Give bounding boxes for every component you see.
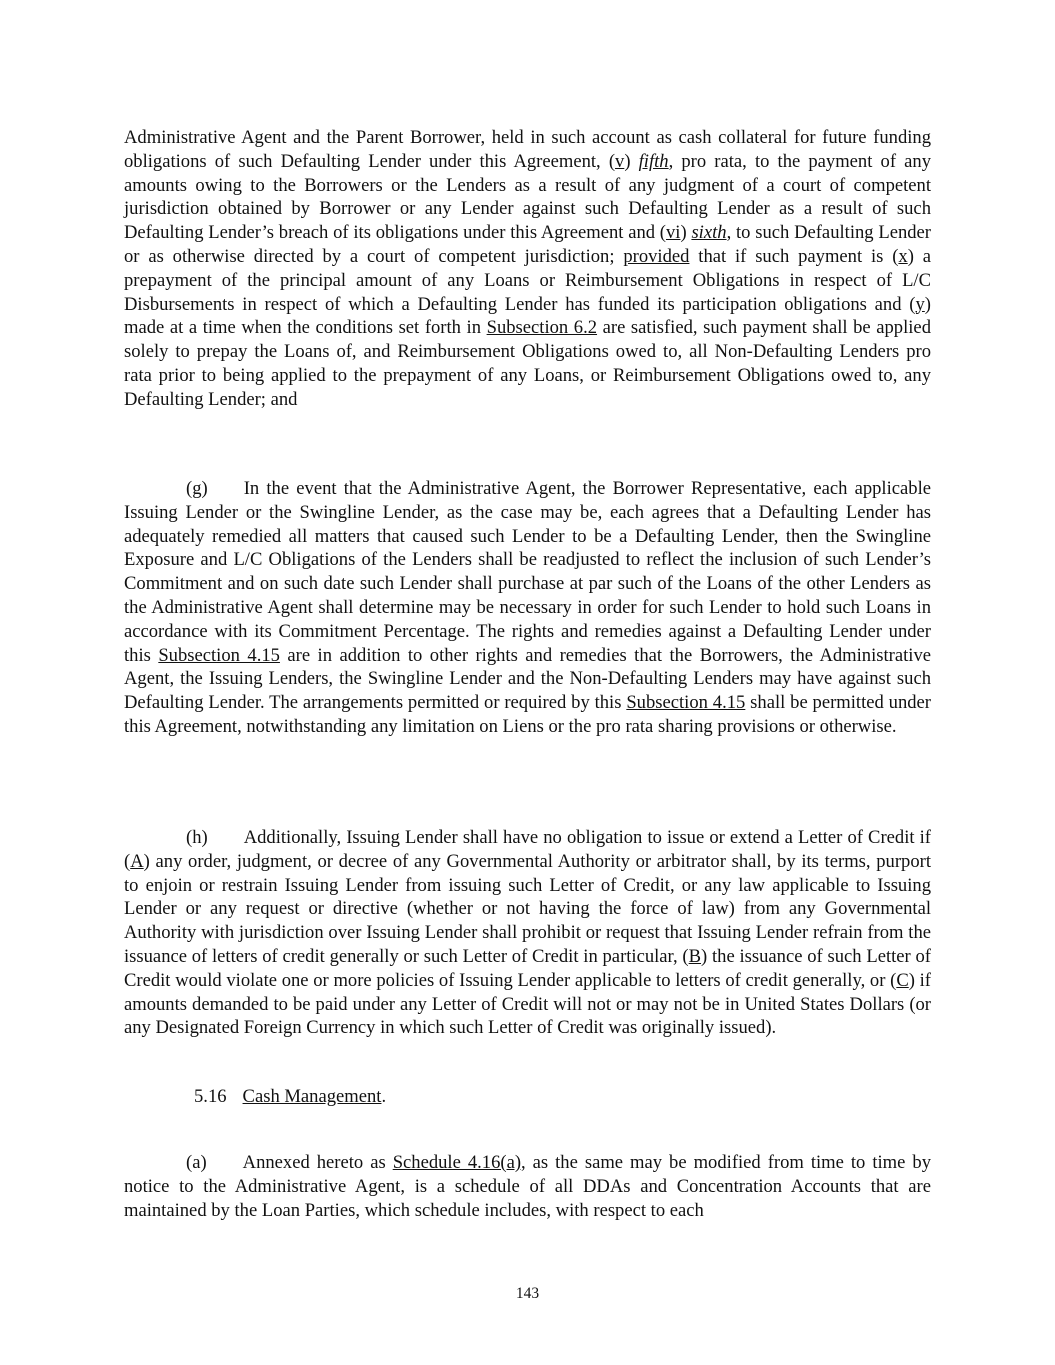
ordinal-term: sixth — [691, 222, 727, 244]
clause-marker: vi — [666, 222, 681, 244]
text-run: are satisfied, such payment shall be applied solely to prepay the Loans of, and Reimbursement Obligations owed to, all Non-Defaulting Lenders pro rata prior to being applied to the prepayment of any Loans, or Reimbursement Obligations owed to, any Defaulting Lender; and — [124, 317, 931, 410]
text-run: ) a prepayment of the principal amount of any Loans or Reimbursement Obligations in respect of L/C Disbursements in respect of which a Defaulting Lender has funded its participation obligations and ( — [124, 245, 931, 315]
cross-reference: Subsection 4.15 — [626, 692, 746, 714]
cross-reference: Subsection 4.15 — [158, 644, 280, 666]
clause-marker: y — [915, 293, 925, 315]
text-run: Annexed hereto as — [242, 1152, 393, 1173]
text-run: In the event that the Administrative Agent, the Borrower Representative, each applicable Issuing Lender or the Swingline Lender, as the case may be, each agrees that a Defaulting Lender has adequately remedied all matters that caused such Lender to be a Defaulting Lender, then the Swingline Exposure and L/C Obligations of the Lenders shall be readjusted to reflect the inclusion of such Lender’s Commitment and on such date such Lender shall purchase at par such of the Loans of the other Lenders as the Administrative Agent shall determine may be necessary in order for such Lender to hold such Loans in accordance with its Commitment Percentage. The rights and remedies against a Defaulting Lender under this — [124, 478, 931, 666]
paragraph-g — [124, 477, 931, 739]
text-run: , pro rata, to the payment of any amounts owing to the Borrowers or the Lenders as a result of any judgment of a court of competent jurisdiction obtained by Borrower or any Lender against such Defaulting Lender as a result of such Defaulting Lender’s breach of its obligations under this Agreement and ( — [124, 150, 931, 244]
text-run: , to such Defaulting Lender or as otherwise directed by a court of competent jurisdiction; — [124, 222, 931, 267]
paragraph-continuation — [124, 126, 931, 412]
text-run: ) made at a time when the conditions set forth in — [124, 293, 931, 339]
cross-reference: Subsection 6.2 — [486, 317, 598, 339]
text-run: ) any order, judgment, or decree of any Governmental Authority or arbitrator shall, by its terms, purport to enjoin or restrain Issuing Lender from issuing such Letter of Credit, or any law applicable to Issuing Lender or any request or directive (whether or not having the force of law) from any Governmental Authority with jurisdiction over Issuing Lender shall prohibit or request that Issuing Lender refrain from the issuance of letters of credit generally or such Letter of Credit in particular, ( — [124, 850, 931, 967]
text-run: , as the same may be modified from time to time by notice to the Administrative Agent, is a schedule of all DDAs and Concentration Accounts that are maintained by the Loan Parties, which schedule includes, with respect to each — [124, 1152, 931, 1221]
paragraph-h — [124, 826, 931, 1040]
ordinal-term: fifth — [638, 150, 669, 172]
text-run: ) — [680, 222, 692, 244]
page-number: 143 — [515, 1285, 540, 1302]
cross-reference: Schedule 4.16(a) — [392, 1152, 522, 1173]
paragraph-label: (g) — [186, 478, 208, 499]
paragraph-label: (a) — [186, 1152, 207, 1173]
text-run: ) the issuance of such Letter of Credit would violate one or more policies of Issuing Lender applicable to letters of credit generally, or ( — [124, 945, 931, 991]
clause-marker: C — [896, 969, 909, 991]
text-run: shall be permitted under this Agreement, notwithstanding any limitation on Liens or the pro rata sharing provisions or otherwise. — [124, 692, 931, 737]
text-run: Administrative Agent and the Parent Borrower, held in such account as cash collateral for future funding obligations of such Defaulting Lender under this Agreement, ( — [124, 127, 931, 172]
defined-term: provided — [623, 245, 690, 267]
clause-marker: x — [898, 245, 908, 267]
clause-marker: v — [615, 150, 625, 172]
text-run: . — [381, 1086, 387, 1107]
text-run: are in addition to other rights and remedies that the Borrowers, the Administrative Agent, the Issuing Lenders, the Swingline Lender and the Non-Defaulting Lenders may have against such Defaulting Lender. The arrangements permitted or required by this — [124, 644, 931, 714]
text-run: that if such payment is ( — [689, 245, 899, 267]
section-heading — [194, 1085, 386, 1109]
paragraph-label: (h) — [186, 827, 208, 848]
text-run: ) if amounts demanded to be paid under any Letter of Credit will not or may not be in United States Dollars (or any Designated Foreign Currency in which such Letter of Credit was originally issued). — [124, 969, 931, 1039]
clause-marker: B — [688, 945, 702, 967]
section-number: 5.16 — [194, 1086, 227, 1107]
section-title: Cash Management — [242, 1086, 382, 1107]
text-run: ) — [624, 150, 639, 172]
paragraph-a — [124, 1151, 931, 1222]
text-run: Additionally, Issuing Lender shall have no obligation to issue or extend a Letter of Credit if ( — [124, 827, 931, 872]
clause-marker: A — [130, 850, 144, 872]
